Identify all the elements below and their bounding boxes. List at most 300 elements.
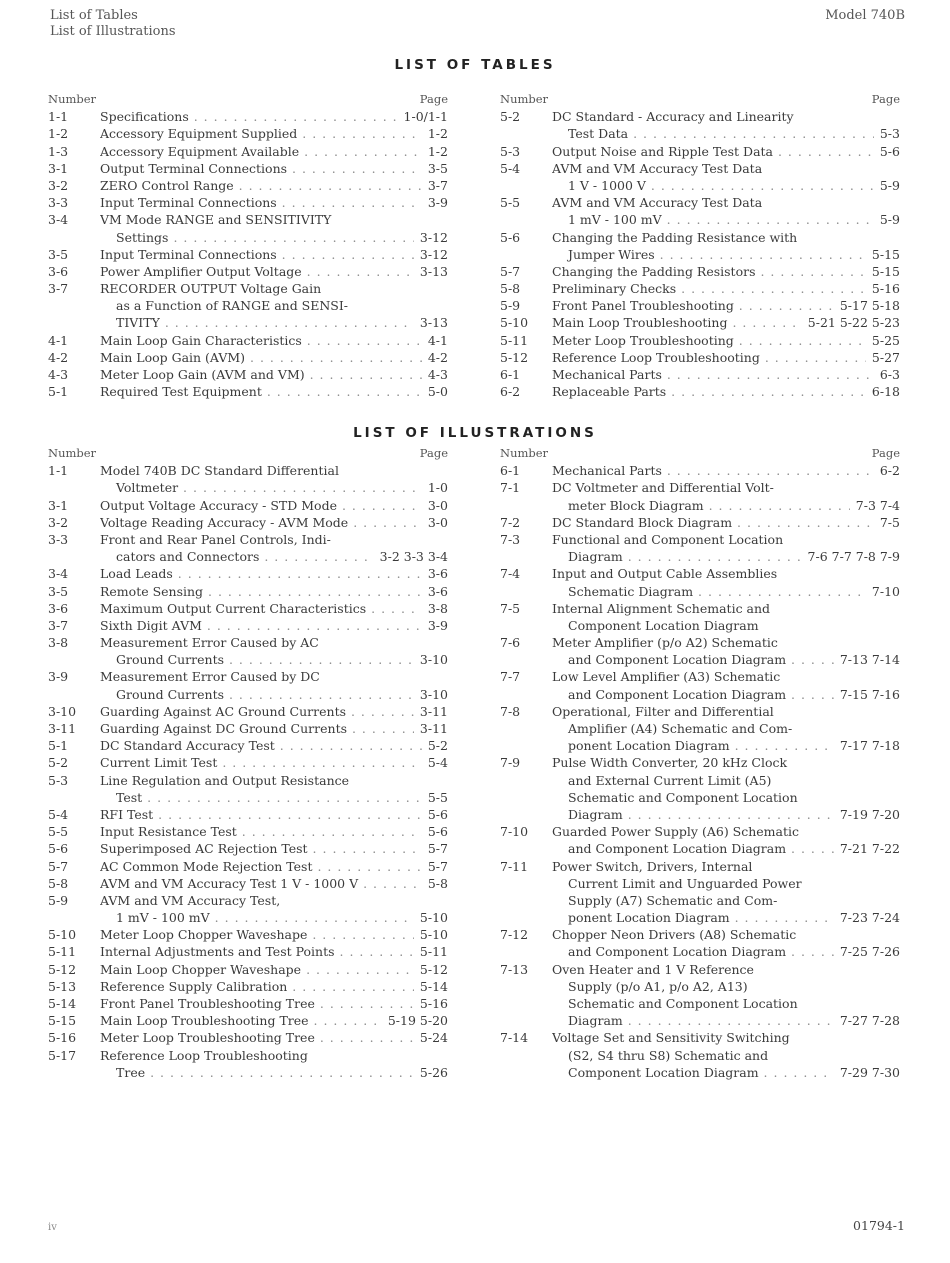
list-entry (500, 926, 900, 943)
illustrations-right-column (500, 446, 900, 1081)
entry-number: 3-5 (48, 246, 69, 262)
list-entry (48, 1046, 448, 1063)
entry-page: 1-2 (427, 143, 448, 159)
entry-title: Component Location Diagram . . . (552, 1064, 834, 1081)
entry-page: 4-3 (427, 367, 448, 382)
list-entry (48, 462, 448, 479)
entry-number: 5-10 (500, 315, 529, 331)
entry-page: 3-9 (427, 617, 448, 633)
illustrations-left-column (48, 446, 448, 1081)
list-entry (500, 331, 900, 348)
entry-page: 1-0 (427, 480, 448, 496)
entry-number: 5-7 (48, 858, 69, 874)
entry-title: Mechanical Parts . . . (552, 462, 874, 479)
illustrations-section-title: LIST OF ILLUSTRATIONS (353, 425, 597, 441)
entry-title: DC Voltmeter and Differential Volt- (552, 480, 774, 496)
entry-title: Sixth Digit AVM . . . (100, 617, 422, 634)
entry-number: 7-4 (500, 566, 521, 582)
entry-number: 3-7 (48, 281, 69, 297)
list-entry (48, 995, 448, 1012)
list-entry (500, 823, 900, 840)
number-label: Number (500, 446, 549, 460)
entry-page: 5-9 (879, 212, 900, 228)
list-entry (48, 823, 448, 840)
list-entry (500, 194, 900, 211)
entry-number: 3-1 (48, 160, 69, 176)
list-entry (48, 246, 448, 263)
entry-title: DC Standard Block Diagram . . . (552, 514, 874, 531)
entry-page: 5-0 (427, 384, 448, 400)
entry-title: Reference Loop Troubleshooting (100, 1047, 308, 1063)
entry-page: 7-13 7-14 (839, 652, 900, 668)
entry-title: Specifications . . . (100, 108, 398, 125)
list-entry (48, 177, 448, 194)
entry-number: 4-1 (48, 332, 69, 348)
entry-title: Supply (p/o A1, p/o A2, A13) (568, 978, 748, 994)
entry-title: Main Loop Troubleshooting . . . (552, 314, 802, 331)
entry-page: 5-14 (419, 978, 448, 994)
entry-title: Internal Alignment Schematic and (552, 600, 771, 616)
entry-page: 7-25 7-26 (839, 944, 900, 960)
entry-page: 3-11 (419, 703, 448, 719)
entry-number: 7-7 (500, 669, 521, 685)
list-entry (48, 228, 448, 245)
entry-title: 1 V - 1000 V . . . (552, 177, 874, 194)
entry-page: 5-6 (427, 806, 448, 822)
entry-title: Maximum Output Current Characteristics . . . (100, 600, 422, 617)
entry-page: 5-2 (427, 738, 448, 754)
list-entry (48, 531, 448, 548)
page-label: Page (871, 446, 900, 460)
list-entry (500, 634, 900, 651)
list-entry (500, 806, 900, 823)
entry-title: Main Loop Gain Characteristics . . . (100, 332, 422, 349)
entry-title: Diagram . . . (552, 548, 802, 565)
page-label: Page (419, 446, 448, 460)
entry-number: 5-5 (500, 195, 521, 211)
entry-number: 7-11 (500, 858, 529, 874)
list-entry (48, 978, 448, 995)
entry-title: Front Panel Troubleshooting Tree . . . (100, 995, 414, 1012)
entry-page: 7-17 7-18 (839, 738, 900, 754)
document-code: 01794-1 (853, 1218, 905, 1233)
page-number: iv (48, 1222, 57, 1233)
entry-title: VM Mode RANGE and SENSITIVITY (100, 212, 332, 228)
list-entry (500, 960, 900, 977)
entry-number: 5-1 (48, 738, 69, 754)
entry-title: Input and Output Cable Assemblies (552, 566, 778, 582)
list-entry (48, 806, 448, 823)
entry-title: Replaceable Parts . . . (552, 383, 866, 400)
entry-title: Meter Loop Chopper Waveshape . . . (100, 926, 414, 943)
entry-number: 3-5 (48, 583, 69, 599)
entry-title: Voltage Reading Accuracy - AVM Mode . . . (100, 514, 422, 531)
entry-page: 5-5 (427, 789, 448, 805)
list-entry (48, 840, 448, 857)
entry-title: RECORDER OUTPUT Voltage Gain (100, 281, 322, 297)
list-entry (48, 1064, 448, 1081)
entry-number: 5-1 (48, 384, 69, 400)
entry-title: Guarded Power Supply (A6) Schematic (552, 824, 800, 840)
entry-number: 7-10 (500, 824, 529, 840)
entry-number: 5-11 (48, 944, 77, 960)
entry-number: 5-9 (48, 892, 69, 908)
entry-number: 3-11 (48, 721, 77, 736)
list-entry (48, 514, 448, 531)
entry-title: Measurement Error Caused by DC (100, 669, 320, 685)
entry-title: Required Test Equipment . . . (100, 383, 422, 400)
list-entry (500, 685, 900, 702)
entry-title: ZERO Control Range . . . (100, 177, 422, 194)
entry-page: 5-6 (879, 143, 900, 159)
entry-page: 7-10 (871, 583, 900, 599)
list-entry (500, 789, 900, 806)
entry-page: 5-8 (427, 875, 448, 891)
entry-number: 5-16 (48, 1030, 77, 1046)
entry-title: Measurement Error Caused by AC (100, 635, 319, 651)
list-entry (48, 857, 448, 874)
entry-title: Meter Amplifier (p/o A2) Schematic (552, 635, 778, 651)
entry-title: 1 mV - 100 mV . . . (100, 909, 414, 926)
entry-number: 7-14 (500, 1030, 529, 1046)
list-entry (500, 582, 900, 599)
list-entry (500, 462, 900, 479)
tables-right-column (500, 92, 900, 400)
entry-number: 3-9 (48, 669, 69, 685)
entry-title: Ground Currents . . . (100, 686, 414, 703)
entry-number: 7-8 (500, 703, 521, 719)
list-entry (500, 737, 900, 754)
list-entry (48, 125, 448, 142)
entry-number: 5-8 (48, 875, 69, 891)
entry-number: 5-3 (500, 143, 521, 159)
entry-title: Mechanical Parts . . . (552, 366, 874, 383)
list-entry (48, 349, 448, 366)
list-entry (500, 1029, 900, 1046)
list-entry (48, 926, 448, 943)
entry-page: 5-7 (427, 841, 448, 857)
entry-title: Accessory Equipment Supplied . . . (100, 125, 422, 142)
entry-title: AVM and VM Accuracy Test Data (552, 195, 763, 211)
entry-page: 3-0 (427, 514, 448, 530)
entry-title: Operational, Filter and Differential (552, 703, 774, 719)
list-entry (500, 720, 900, 737)
entry-number: 6-1 (500, 463, 521, 479)
list-entry (48, 703, 448, 720)
entry-title: Jumper Wires . . . (552, 246, 866, 263)
entry-title: Front Panel Troubleshooting . . . (552, 297, 834, 314)
entry-page: 5-12 (419, 961, 448, 977)
list-entry (500, 211, 900, 228)
entry-page: 5-6 (427, 824, 448, 840)
entry-title: Main Loop Chopper Waveshape . . . (100, 961, 414, 978)
entry-number: 7-3 (500, 531, 521, 547)
list-entry (500, 703, 900, 720)
entry-page: 3-6 (427, 566, 448, 582)
list-entry (48, 280, 448, 297)
list-entry (48, 789, 448, 806)
list-entry (500, 160, 900, 177)
list-entry (48, 771, 448, 788)
list-entry (500, 617, 900, 634)
list-entry (48, 617, 448, 634)
list-entry (500, 177, 900, 194)
page-label: Page (871, 92, 900, 106)
list-entry (48, 297, 448, 314)
entry-page: 3-5 (427, 160, 448, 176)
entry-page: 5-15 (871, 263, 900, 279)
list-entry (48, 108, 448, 125)
list-entry (48, 331, 448, 348)
list-entry (48, 634, 448, 651)
entry-page: 5-21 5-22 5-23 (807, 315, 900, 331)
entry-title: Power Amplifier Output Voltage . . . (100, 263, 414, 280)
entry-page: 3-11 (419, 721, 448, 736)
entry-number: 3-2 (48, 177, 69, 193)
list-entry (500, 565, 900, 582)
entry-page: 5-7 (427, 858, 448, 874)
list-entry (48, 160, 448, 177)
entry-title: RFI Test . . . (100, 806, 422, 823)
list-entry (48, 737, 448, 754)
entry-title: Diagram . . . (552, 1012, 834, 1029)
entry-title: Accessory Equipment Available . . . (100, 143, 422, 160)
list-entry (500, 125, 900, 142)
entry-number: 1-3 (48, 143, 69, 159)
entry-title: Current Limit Test . . . (100, 754, 422, 771)
list-entry (48, 1029, 448, 1046)
tables-left-column (48, 92, 448, 400)
entry-number: 3-4 (48, 212, 69, 228)
column-header (500, 92, 900, 108)
entry-title: Reference Loop Troubleshooting . . . (552, 349, 866, 366)
entry-page: 7-3 7-4 (855, 497, 900, 513)
entry-title: Main Loop Troubleshooting Tree . . . (100, 1012, 382, 1029)
entry-number: 4-3 (48, 367, 69, 382)
entry-title: Current Limit and Unguarded Power (568, 875, 802, 891)
entry-page: 7-6 7-7 7-8 7-9 (807, 549, 900, 565)
entry-page: 5-4 (427, 755, 448, 771)
entry-number: 5-12 (48, 961, 77, 977)
list-entry (500, 479, 900, 496)
entry-number: 5-8 (500, 281, 521, 297)
entry-number: 1-1 (48, 463, 69, 479)
list-entry (500, 668, 900, 685)
list-entry (48, 263, 448, 280)
list-entry (48, 211, 448, 228)
list-entry (500, 1012, 900, 1029)
entry-number: 5-6 (48, 841, 69, 857)
entry-number: 1-1 (48, 109, 69, 125)
list-entry (48, 668, 448, 685)
list-entry (500, 349, 900, 366)
entry-number: 3-8 (48, 635, 69, 651)
entry-title: Tree . . . (100, 1064, 414, 1081)
entry-title: Test . . . (100, 789, 422, 806)
entry-title: ponent Location Diagram . . . (552, 737, 834, 754)
entry-title: and Component Location Diagram . . . (552, 840, 834, 857)
list-entry (500, 383, 900, 400)
column-header (48, 446, 448, 462)
entry-number: 7-9 (500, 755, 521, 771)
entry-title: AVM and VM Accuracy Test Data (552, 160, 763, 176)
entry-page: 6-2 (879, 463, 900, 479)
entry-page: 5-19 5-20 (387, 1013, 448, 1029)
entry-title: Input Terminal Connections . . . (100, 246, 414, 263)
entry-number: 5-4 (500, 160, 521, 176)
list-entry (500, 531, 900, 548)
list-entry (48, 479, 448, 496)
entry-title: Output Terminal Connections . . . (100, 160, 422, 177)
entry-page: 3-13 (419, 315, 448, 331)
entry-title: 1 mV - 100 mV . . . (552, 211, 874, 228)
entry-page: 5-27 (871, 349, 900, 365)
entry-number: 5-13 (48, 978, 77, 994)
list-entry (500, 514, 900, 531)
entry-title: Component Location Diagram (568, 617, 759, 633)
entry-title: cators and Connectors . . . (100, 548, 374, 565)
entry-title: Model 740B DC Standard Differential (100, 463, 339, 479)
entry-number: 6-1 (500, 367, 521, 382)
entry-page: 3-13 (419, 263, 448, 279)
list-entry (500, 246, 900, 263)
list-entry (500, 651, 900, 668)
list-entry (500, 943, 900, 960)
entry-page: 5-11 (419, 944, 448, 960)
tables-section-title: LIST OF TABLES (394, 57, 556, 73)
entry-page: 3-7 (427, 177, 448, 193)
entry-title: (S2, S4 thru S8) Schematic and (568, 1047, 769, 1063)
entry-number: 5-17 (48, 1047, 77, 1063)
entry-page: 3-12 (419, 246, 448, 262)
page-label: Page (419, 92, 448, 106)
list-entry (500, 366, 900, 383)
list-entry (500, 909, 900, 926)
entry-title: Functional and Component Location (552, 531, 784, 547)
list-entry (500, 754, 900, 771)
entry-title: AVM and VM Accuracy Test, (100, 892, 281, 908)
entry-title: Input Resistance Test . . . (100, 823, 422, 840)
entry-title: and Component Location Diagram . . . (552, 651, 834, 668)
list-entry (500, 978, 900, 995)
entry-number: 4-2 (48, 349, 69, 365)
entry-title: Line Regulation and Output Resistance (100, 772, 350, 788)
entry-page: 5-16 (871, 281, 900, 297)
list-entry (500, 108, 900, 125)
header-left (50, 8, 176, 40)
entry-title: AVM and VM Accuracy Test 1 V - 1000 V . . . (100, 875, 422, 892)
entry-title: Input Terminal Connections . . . (100, 194, 422, 211)
list-entry (48, 1012, 448, 1029)
entry-title: and Component Location Diagram . . . (552, 943, 834, 960)
entry-page: 3-9 (427, 195, 448, 211)
list-entry (48, 582, 448, 599)
entry-page: 7-15 7-16 (839, 686, 900, 702)
entry-page: 3-12 (419, 229, 448, 245)
entry-title: Front and Rear Panel Controls, Indi- (100, 531, 331, 547)
entry-number: 5-9 (500, 298, 521, 314)
list-entry (500, 857, 900, 874)
entry-title: ponent Location Diagram . . . (552, 909, 834, 926)
list-entry (48, 194, 448, 211)
list-entry (500, 1064, 900, 1081)
list-entry (500, 1046, 900, 1063)
entry-title: Guarding Against DC Ground Currents . . . (100, 720, 414, 737)
list-entry (48, 685, 448, 702)
entry-number: 3-6 (48, 263, 69, 279)
entry-title: Reference Supply Calibration . . . (100, 978, 414, 995)
list-entry (48, 943, 448, 960)
list-entry (48, 909, 448, 926)
entry-title: Chopper Neon Drivers (A8) Schematic (552, 927, 797, 943)
column-header (48, 92, 448, 108)
entry-title: Load Leads . . . (100, 565, 422, 582)
list-entry (500, 263, 900, 280)
list-entry (48, 366, 448, 383)
entry-page: 1-2 (427, 126, 448, 142)
entry-page: 7-19 7-20 (839, 806, 900, 822)
entry-number: 1-2 (48, 126, 69, 142)
list-entry (48, 383, 448, 400)
entry-page: 3-0 (427, 497, 448, 513)
entry-page: 1-0/1-1 (403, 109, 448, 125)
entry-page: 5-24 (419, 1030, 448, 1046)
entry-number: 3-10 (48, 703, 77, 719)
list-entry (500, 875, 900, 892)
entry-number: 5-6 (500, 229, 521, 245)
list-entry (500, 142, 900, 159)
entry-number: 5-11 (500, 332, 529, 348)
list-entry (48, 651, 448, 668)
entry-number: 5-15 (48, 1013, 77, 1029)
entry-title: Test Data . . . (552, 125, 874, 142)
entry-title: Diagram . . . (552, 806, 834, 823)
header-left-line1: List of Tables (50, 8, 138, 23)
entry-number: 3-6 (48, 600, 69, 616)
entry-number: 3-3 (48, 195, 69, 211)
entry-title: Settings . . . (100, 229, 414, 246)
entry-title: Changing the Padding Resistance with (552, 229, 798, 245)
entry-title: Superimposed AC Rejection Test . . . (100, 840, 422, 857)
entry-title: Changing the Padding Resistors . . . (552, 263, 866, 280)
entry-page: 6-3 (879, 367, 900, 382)
entry-title: Supply (A7) Schematic and Com- (568, 892, 778, 908)
entry-page: 5-10 (419, 910, 448, 926)
entry-number: 5-12 (500, 349, 529, 365)
entry-title: Meter Loop Troubleshooting Tree . . . (100, 1029, 414, 1046)
entry-page: 6-18 (871, 384, 900, 400)
entry-page: 5-17 5-18 (839, 298, 900, 314)
entry-page: 5-25 (871, 332, 900, 348)
list-entry (500, 496, 900, 513)
list-entry (48, 892, 448, 909)
number-label: Number (500, 92, 549, 106)
entry-title: Main Loop Gain (AVM) . . . (100, 349, 422, 366)
entry-title: Voltmeter . . . (100, 479, 422, 496)
entry-page: 4-1 (427, 332, 448, 348)
entry-number: 5-14 (48, 996, 77, 1011)
entry-title: Preliminary Checks . . . (552, 280, 866, 297)
entry-page: 3-8 (427, 600, 448, 616)
list-entry (48, 600, 448, 617)
entry-title: and Component Location Diagram . . . (552, 686, 834, 703)
entry-page: 5-15 (871, 246, 900, 262)
entry-number: 5-7 (500, 263, 521, 279)
entry-number: 7-5 (500, 600, 521, 616)
entry-page: 5-9 (879, 177, 900, 193)
entry-page: 7-27 7-28 (839, 1013, 900, 1029)
entry-number: 7-1 (500, 480, 521, 496)
